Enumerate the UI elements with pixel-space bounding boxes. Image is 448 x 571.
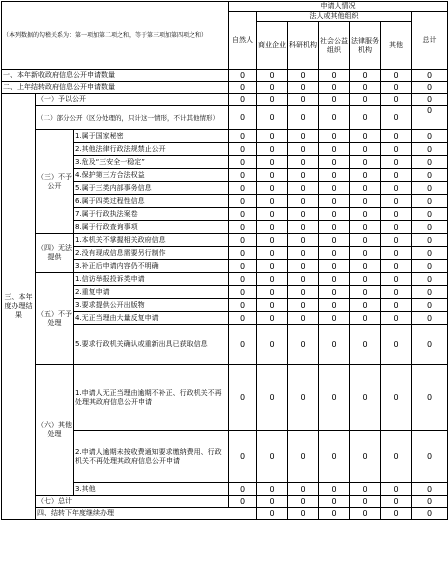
cell: 0 bbox=[350, 94, 381, 106]
row-label: （七）总计 bbox=[36, 496, 229, 508]
row-label: 1.信访举报投诉类申请 bbox=[74, 273, 229, 286]
cell: 0 bbox=[412, 483, 448, 496]
row-label: 2.没有现成信息需要另行制作 bbox=[74, 247, 229, 260]
research-header: 科研机构 bbox=[288, 22, 319, 70]
cell: 0 bbox=[288, 156, 319, 169]
cell: 0 bbox=[381, 325, 412, 365]
cell: 0 bbox=[288, 70, 319, 82]
cell: 0 bbox=[412, 365, 448, 431]
row-label: 3.补正后申请内容仍不明确 bbox=[74, 260, 229, 273]
cell: 0 bbox=[288, 94, 319, 106]
cell: 0 bbox=[350, 195, 381, 208]
legal-service-header: 法律服务机构 bbox=[350, 22, 381, 70]
cell: 0 bbox=[412, 299, 448, 312]
cell: 0 bbox=[381, 247, 412, 260]
cell: 0 bbox=[412, 143, 448, 156]
cell: 0 bbox=[319, 143, 350, 156]
row-label: 8.属于行政查询事项 bbox=[74, 221, 229, 234]
cell: 0 bbox=[319, 82, 350, 94]
cell: 0 bbox=[257, 483, 288, 496]
cell: 0 bbox=[412, 286, 448, 299]
cell: 0 bbox=[350, 260, 381, 273]
cell: 0 bbox=[229, 143, 257, 156]
cell: 0 bbox=[381, 483, 412, 496]
cell: 0 bbox=[229, 182, 257, 195]
commercial-header: 商业企业 bbox=[257, 22, 288, 70]
cell: 0 bbox=[319, 325, 350, 365]
cell: 0 bbox=[412, 106, 448, 130]
cell: 0 bbox=[381, 221, 412, 234]
cell: 0 bbox=[257, 325, 288, 365]
other-header: 其他 bbox=[381, 22, 412, 70]
cell: 0 bbox=[381, 260, 412, 273]
cell: 0 bbox=[288, 182, 319, 195]
cell: 0 bbox=[350, 221, 381, 234]
cell: 0 bbox=[319, 508, 350, 520]
cell: 0 bbox=[229, 208, 257, 221]
cell: 0 bbox=[257, 106, 288, 130]
cell: 0 bbox=[229, 247, 257, 260]
row-label: 四、结转下年度继续办理 bbox=[36, 508, 257, 520]
cell: 0 bbox=[412, 325, 448, 365]
cell: 0 bbox=[350, 365, 381, 431]
group-label: （五）不予处理 bbox=[36, 273, 74, 365]
cell: 0 bbox=[257, 70, 288, 82]
cell: 0 bbox=[381, 299, 412, 312]
cell: 0 bbox=[257, 365, 288, 431]
cell: 0 bbox=[257, 299, 288, 312]
cell: 0 bbox=[381, 130, 412, 143]
cell: 0 bbox=[288, 508, 319, 520]
cell: 0 bbox=[319, 130, 350, 143]
cell: 0 bbox=[350, 169, 381, 182]
cell: 0 bbox=[319, 156, 350, 169]
cell: 0 bbox=[257, 169, 288, 182]
cell: 0 bbox=[257, 431, 288, 483]
cell: 0 bbox=[412, 496, 448, 508]
cell: 0 bbox=[288, 299, 319, 312]
cell: 0 bbox=[350, 508, 381, 520]
cell: 0 bbox=[257, 221, 288, 234]
cell: 0 bbox=[381, 70, 412, 82]
cell: 0 bbox=[350, 286, 381, 299]
row-label: 二、上年结转政府信息公开申请数量 bbox=[2, 82, 229, 94]
cell: 0 bbox=[381, 208, 412, 221]
row-label: 7.属于行政执法案卷 bbox=[74, 208, 229, 221]
cell: 0 bbox=[288, 325, 319, 365]
row-label: 1.本机关不掌握相关政府信息 bbox=[74, 234, 229, 247]
cell: 0 bbox=[412, 169, 448, 182]
cell: 0 bbox=[229, 94, 257, 106]
row-label: 2.其他法律行政法规禁止公开 bbox=[74, 143, 229, 156]
cell: 0 bbox=[381, 82, 412, 94]
cell: 0 bbox=[229, 195, 257, 208]
cell: 0 bbox=[288, 106, 319, 130]
cell: 0 bbox=[319, 496, 350, 508]
cell: 0 bbox=[257, 260, 288, 273]
row-label: 5.属于三类内部事务信息 bbox=[74, 182, 229, 195]
cell: 0 bbox=[288, 286, 319, 299]
cell: 0 bbox=[229, 496, 257, 508]
natural-person-header: 自然人 bbox=[229, 12, 257, 70]
cell: 0 bbox=[288, 247, 319, 260]
cell: 0 bbox=[257, 247, 288, 260]
cell: 0 bbox=[288, 312, 319, 325]
cell: 0 bbox=[350, 273, 381, 286]
cell: 0 bbox=[229, 70, 257, 82]
row-label: 3.危及“三安全一稳定” bbox=[74, 156, 229, 169]
cell: 0 bbox=[350, 312, 381, 325]
applicant-header: 申请人情况 bbox=[229, 2, 448, 12]
cell: 0 bbox=[288, 260, 319, 273]
cell: 0 bbox=[257, 234, 288, 247]
cell: 0 bbox=[229, 156, 257, 169]
cell: 0 bbox=[257, 94, 288, 106]
cell: 0 bbox=[229, 431, 257, 483]
cell: 0 bbox=[350, 496, 381, 508]
cell: 0 bbox=[229, 234, 257, 247]
row-label: 5.要求行政机关确认或重新出具已获取信息 bbox=[74, 325, 229, 365]
cell: 0 bbox=[412, 208, 448, 221]
cell: 0 bbox=[288, 234, 319, 247]
cell: 0 bbox=[229, 299, 257, 312]
cell: 0 bbox=[257, 182, 288, 195]
cell: 0 bbox=[381, 156, 412, 169]
cell: 0 bbox=[229, 169, 257, 182]
cell: 0 bbox=[319, 260, 350, 273]
row-label: （二）部分公开（区分处理的，只计这一情形，不计其他情形） bbox=[36, 106, 229, 130]
legal-group-header: 法人或其他组织 bbox=[257, 12, 412, 22]
cell: 0 bbox=[381, 143, 412, 156]
group-label: （三）不予公开 bbox=[36, 130, 74, 234]
cell: 0 bbox=[319, 195, 350, 208]
gov-info-disclosure-table bbox=[1, 1, 448, 520]
cell: 0 bbox=[350, 208, 381, 221]
cell: 0 bbox=[381, 286, 412, 299]
cell: 0 bbox=[319, 221, 350, 234]
cell: 0 bbox=[350, 182, 381, 195]
cell: 0 bbox=[257, 143, 288, 156]
cell: 0 bbox=[288, 483, 319, 496]
cell: 0 bbox=[229, 106, 257, 130]
cell: 0 bbox=[288, 431, 319, 483]
cell: 0 bbox=[350, 483, 381, 496]
cell: 0 bbox=[350, 299, 381, 312]
cell: 0 bbox=[288, 221, 319, 234]
row-label: 3.要求提供公开出版物 bbox=[74, 299, 229, 312]
cell: 0 bbox=[350, 156, 381, 169]
cell: 0 bbox=[412, 70, 448, 82]
cell: 0 bbox=[257, 208, 288, 221]
cell: 0 bbox=[381, 182, 412, 195]
section3-label: 三、本年度办理结果 bbox=[2, 94, 36, 520]
cell: 0 bbox=[257, 130, 288, 143]
row-label: 一、本年新收政府信息公开申请数量 bbox=[2, 70, 229, 82]
row-label: 1.属于国家秘密 bbox=[74, 130, 229, 143]
cell: 0 bbox=[319, 94, 350, 106]
row-label: （一）予以公开 bbox=[36, 94, 229, 106]
cell: 0 bbox=[229, 82, 257, 94]
cell: 0 bbox=[229, 483, 257, 496]
cell: 0 bbox=[319, 286, 350, 299]
cell: 0 bbox=[288, 195, 319, 208]
row-label: 4.保护第三方合法权益 bbox=[74, 169, 229, 182]
cell: 0 bbox=[412, 247, 448, 260]
cell: 0 bbox=[257, 82, 288, 94]
cell: 0 bbox=[412, 234, 448, 247]
cell: 0 bbox=[412, 312, 448, 325]
group-label: （六）其他处理 bbox=[36, 365, 74, 496]
cell: 0 bbox=[319, 70, 350, 82]
row-label: 2.申请人逾期未按收费通知要求缴纳费用、行政机关不再处理其政府信息公开申请 bbox=[74, 431, 229, 483]
table-note: （本列数据的勾稽关系为：第一项加第二项之和，等于第三项加第四项之和） bbox=[2, 2, 229, 70]
cell: 0 bbox=[412, 94, 448, 106]
cell: 0 bbox=[288, 208, 319, 221]
cell: 0 bbox=[381, 234, 412, 247]
cell: 0 bbox=[350, 130, 381, 143]
cell: 0 bbox=[319, 431, 350, 483]
social-header: 社会公益组织 bbox=[319, 22, 350, 70]
total-header: 总计 bbox=[412, 12, 448, 70]
cell: 0 bbox=[350, 234, 381, 247]
cell: 0 bbox=[412, 508, 448, 520]
cell: 0 bbox=[412, 273, 448, 286]
cell: 0 bbox=[412, 130, 448, 143]
cell: 0 bbox=[229, 312, 257, 325]
cell: 0 bbox=[229, 365, 257, 431]
cell: 0 bbox=[412, 221, 448, 234]
cell: 0 bbox=[350, 106, 381, 130]
cell: 0 bbox=[319, 483, 350, 496]
row-label: 4.无正当理由大量反复申请 bbox=[74, 312, 229, 325]
cell: 0 bbox=[319, 208, 350, 221]
cell: 0 bbox=[319, 234, 350, 247]
cell: 0 bbox=[381, 431, 412, 483]
cell: 0 bbox=[412, 156, 448, 169]
cell: 0 bbox=[350, 247, 381, 260]
cell: 0 bbox=[319, 273, 350, 286]
cell: 0 bbox=[350, 82, 381, 94]
cell: 0 bbox=[257, 286, 288, 299]
cell: 0 bbox=[229, 260, 257, 273]
row-label: 2.重复申请 bbox=[74, 286, 229, 299]
cell: 0 bbox=[412, 260, 448, 273]
cell: 0 bbox=[350, 143, 381, 156]
cell: 0 bbox=[319, 299, 350, 312]
cell: 0 bbox=[381, 106, 412, 130]
cell: 0 bbox=[350, 70, 381, 82]
cell: 0 bbox=[381, 94, 412, 106]
cell: 0 bbox=[350, 431, 381, 483]
cell: 0 bbox=[288, 273, 319, 286]
row-label: 6.属于四类过程性信息 bbox=[74, 195, 229, 208]
cell: 0 bbox=[257, 195, 288, 208]
cell: 0 bbox=[381, 169, 412, 182]
cell: 0 bbox=[412, 182, 448, 195]
cell: 0 bbox=[257, 312, 288, 325]
cell: 0 bbox=[319, 247, 350, 260]
cell: 0 bbox=[288, 496, 319, 508]
cell: 0 bbox=[288, 82, 319, 94]
cell: 0 bbox=[229, 273, 257, 286]
row-label: 3.其他 bbox=[74, 483, 229, 496]
cell: 0 bbox=[319, 182, 350, 195]
cell: 0 bbox=[319, 365, 350, 431]
cell: 0 bbox=[257, 156, 288, 169]
cell: 0 bbox=[257, 273, 288, 286]
cell: 0 bbox=[229, 221, 257, 234]
cell: 0 bbox=[412, 431, 448, 483]
cell: 0 bbox=[319, 106, 350, 130]
cell: 0 bbox=[229, 286, 257, 299]
cell: 0 bbox=[381, 312, 412, 325]
cell: 0 bbox=[381, 273, 412, 286]
cell: 0 bbox=[412, 82, 448, 94]
cell: 0 bbox=[229, 325, 257, 365]
cell: 0 bbox=[229, 130, 257, 143]
cell: 0 bbox=[381, 365, 412, 431]
cell: 0 bbox=[288, 143, 319, 156]
cell: 0 bbox=[381, 508, 412, 520]
cell: 0 bbox=[350, 325, 381, 365]
cell: 0 bbox=[381, 496, 412, 508]
cell: 0 bbox=[412, 195, 448, 208]
cell: 0 bbox=[319, 312, 350, 325]
cell: 0 bbox=[288, 365, 319, 431]
cell: 0 bbox=[257, 508, 288, 520]
cell: 0 bbox=[288, 130, 319, 143]
row-label: 1.申请人无正当理由逾期不补正、行政机关不再处理其政府信息公开申请 bbox=[74, 365, 229, 431]
cell: 0 bbox=[257, 496, 288, 508]
cell: 0 bbox=[381, 195, 412, 208]
cell: 0 bbox=[288, 169, 319, 182]
cell: 0 bbox=[319, 169, 350, 182]
group-label: （四）无法提供 bbox=[36, 234, 74, 273]
